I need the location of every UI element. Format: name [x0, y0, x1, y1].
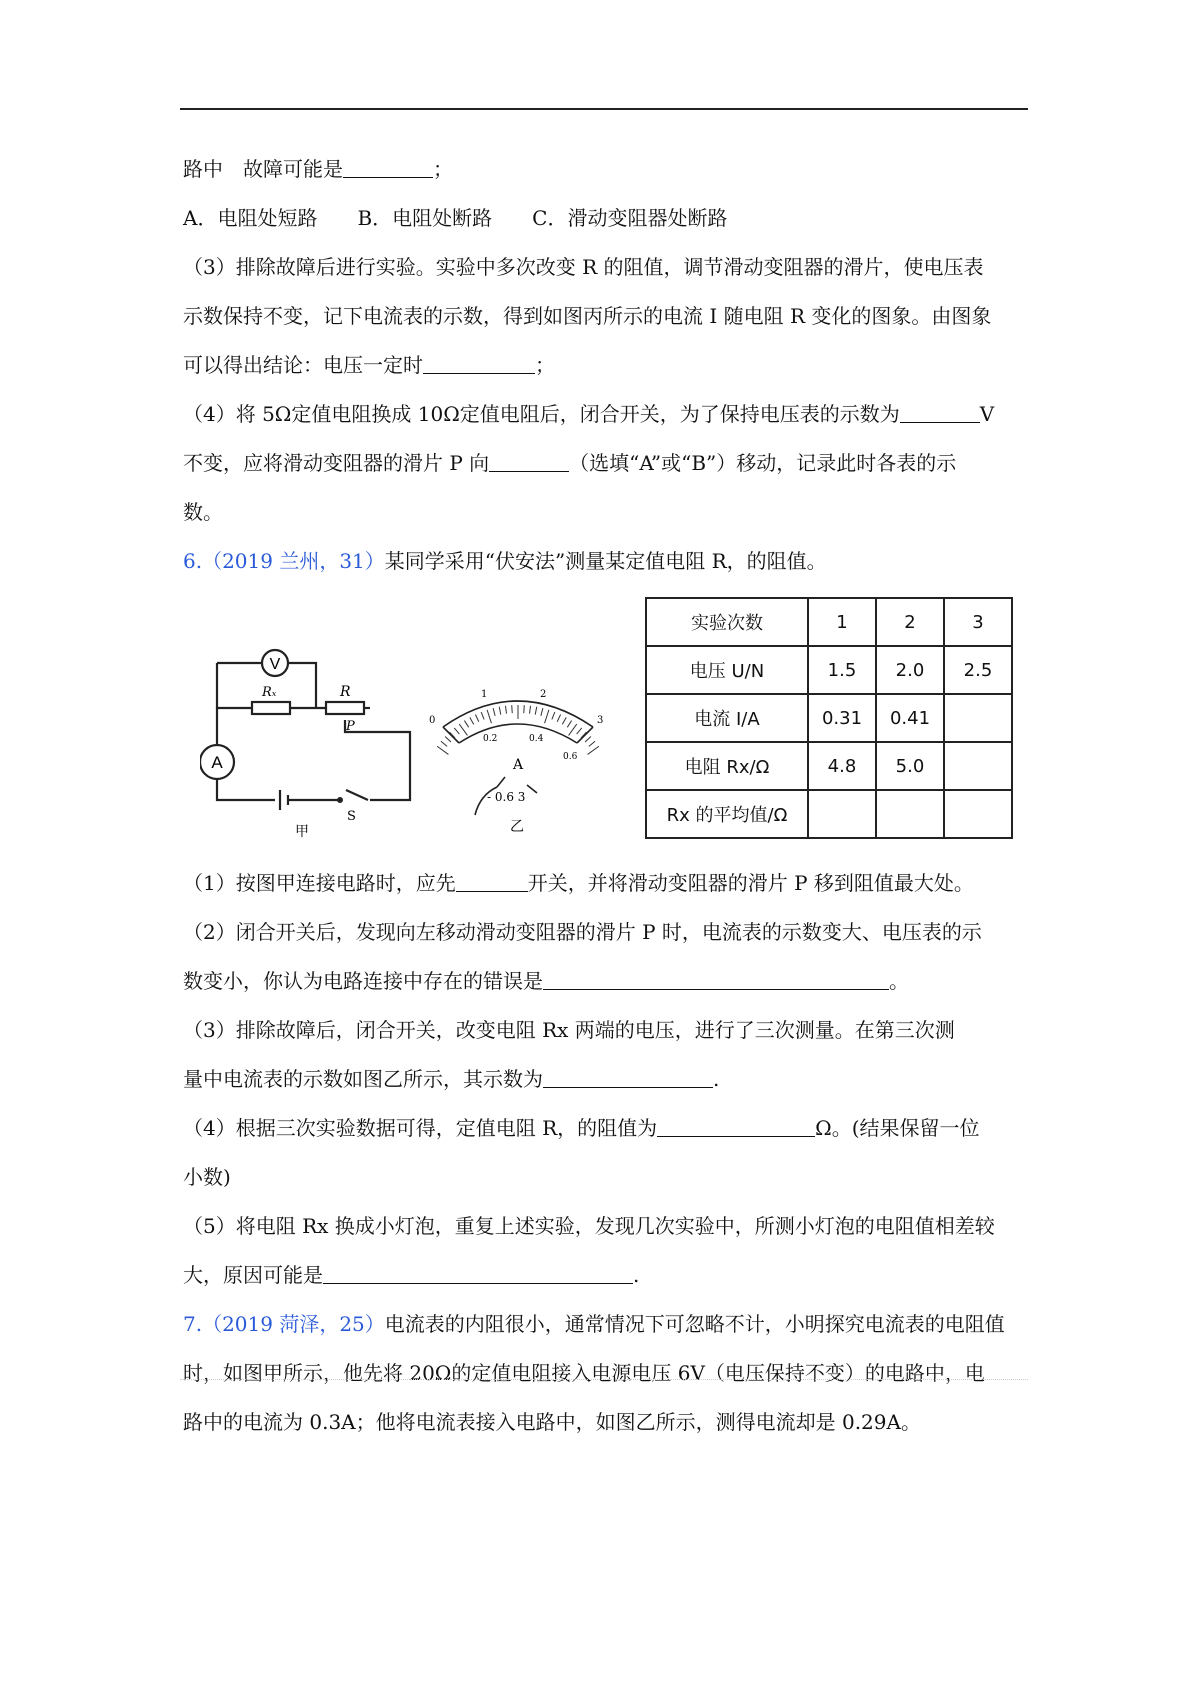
- dial-tick: [493, 708, 495, 716]
- dial-tick: [454, 728, 459, 734]
- dial-tick: [588, 746, 599, 754]
- table-cell[interactable]: [876, 790, 944, 838]
- tick-label: 0.6: [563, 752, 578, 762]
- answer-blank[interactable]: [657, 1118, 815, 1137]
- dial-tick: [567, 721, 571, 728]
- question-source: 7.（2019 菏泽，25）: [183, 1312, 385, 1336]
- dial-tick: [487, 710, 491, 723]
- answer-blank[interactable]: [343, 159, 433, 178]
- dial-tick: [585, 737, 591, 742]
- dial-tick: [577, 728, 582, 734]
- table-cell[interactable]: [808, 790, 876, 838]
- table-row: [646, 790, 1012, 838]
- figure-label-yi: 乙: [510, 819, 524, 835]
- dial-tick: [481, 712, 484, 719]
- table-cell[interactable]: [944, 742, 1012, 790]
- dial-tick: [535, 707, 536, 715]
- table-cell: 1.5: [808, 646, 876, 694]
- question-line: 数。: [183, 500, 223, 524]
- voltmeter-label: V: [269, 656, 281, 673]
- table-header-cell: 实验次数: [646, 598, 808, 646]
- tick-label: 0.4: [529, 734, 544, 744]
- dial-tick: [475, 715, 478, 722]
- question-line: （5）将电阻 Rx 换成小灯泡，重复上述实验，发现几次实验中，所测小灯泡的电阻值相差较: [183, 1214, 995, 1238]
- dial-tick: [512, 705, 513, 713]
- question-line: 小数): [183, 1165, 231, 1189]
- tick-label: 2: [540, 689, 547, 700]
- dial-tick: [589, 741, 595, 746]
- dial-tick: [562, 717, 566, 724]
- dial-tick: [552, 712, 555, 719]
- dial-tick: [545, 710, 549, 723]
- dial-tick: [499, 707, 500, 715]
- question-line: （3）排除故障后，闭合开关，改变电阻 Rx 两端的电压，进行了三次测量。在第三次测: [183, 1018, 955, 1042]
- question-line: （1）按图甲连接电路时，应先 开关，并将滑动变阻器的滑片 P 移到阻值最大处。: [183, 871, 974, 895]
- answer-blank[interactable]: [489, 453, 569, 472]
- dial-tick: [557, 715, 560, 722]
- table-cell[interactable]: [944, 790, 1012, 838]
- answer-blank[interactable]: [543, 971, 889, 990]
- dial-tick: [541, 708, 543, 716]
- table-cell: 5.0: [876, 742, 944, 790]
- table-cell: 4.8: [808, 742, 876, 790]
- ammeter-label: A: [211, 753, 223, 772]
- question-line: 路中 故障可能是 ；: [183, 157, 453, 181]
- terminal-labels: - 0.6 3: [487, 790, 526, 804]
- table-header-cell: 3: [944, 598, 1012, 646]
- table-row: [646, 694, 1012, 742]
- question-source: 6.（2019 兰州，31）: [183, 549, 385, 573]
- tick-label: 0: [429, 715, 436, 726]
- r-label: R: [340, 684, 351, 700]
- dial-ticks: [437, 705, 599, 754]
- dial-tick: [464, 721, 468, 728]
- table-cell: 电压 U/N: [646, 646, 808, 694]
- switch-label: S: [347, 809, 356, 824]
- data-table: [645, 597, 1013, 839]
- table-cell: 0.41: [876, 694, 944, 742]
- table-cell: 2.0: [876, 646, 944, 694]
- answer-blank[interactable]: [323, 1265, 633, 1284]
- table-header-cell: 1: [808, 598, 876, 646]
- p-label: P: [346, 719, 355, 734]
- option-line: A．电阻处短路 B．电阻处断路 C．滑动变阻器处断路: [183, 206, 728, 230]
- page-break-dotted: [180, 1379, 1028, 1380]
- question-line: （4）根据三次实验数据可得，定值电阻 R，的阻值为 Ω。(结果保留一位: [183, 1116, 980, 1140]
- table-cell: 0.31: [808, 694, 876, 742]
- question-line: 可以得出结论：电压一定时 ；: [183, 353, 555, 377]
- question-title: 7.（2019 菏泽，25）电流表的内阻很小，通常情况下可忽略不计，小明探究电流表的电阻值: [183, 1312, 1005, 1336]
- dial-tick: [524, 705, 525, 713]
- table-cell: 2.5: [944, 646, 1012, 694]
- dial-tick: [470, 717, 474, 724]
- figure-label-jia: 甲: [295, 824, 309, 840]
- tick-label: 0.2: [483, 734, 498, 744]
- table-cell: 电阻 Rx/Ω: [646, 742, 808, 790]
- dial-tick: [437, 746, 448, 754]
- table-header-cell: 2: [876, 598, 944, 646]
- tick-label: 3: [597, 715, 604, 726]
- answer-blank[interactable]: [543, 1069, 713, 1088]
- dial-tick: [441, 741, 447, 746]
- answer-blank[interactable]: [900, 404, 980, 423]
- answer-blank[interactable]: [456, 873, 528, 892]
- dial-unit-label: A: [513, 757, 524, 773]
- answer-blank[interactable]: [423, 355, 535, 374]
- question-line: 大，原因可能是 .: [183, 1263, 640, 1287]
- rx-label: Rₓ: [262, 685, 277, 700]
- table-cell: Rx 的平均值/Ω: [646, 790, 808, 838]
- question-line: 数变小，你认为电路连接中存在的错误是 。: [183, 969, 909, 993]
- dial-tick: [459, 724, 467, 735]
- question-line: 示数保持不变，记下电流表的示数，得到如图丙所示的电流 I 随电阻 R 变化的图象。由图象: [183, 304, 992, 328]
- dial-tick: [505, 706, 506, 714]
- header-rule: [180, 108, 1028, 110]
- question-line: 量中电流表的示数如图乙所示，其示数为 .: [183, 1067, 720, 1091]
- ammeter-dial-yi: [425, 685, 610, 835]
- question-line: （3）排除故障后进行实验。实验中多次改变 R 的阻值，调节滑动变阻器的滑片，使电压表: [183, 255, 984, 279]
- dial-tick: [445, 737, 451, 742]
- question-line: 路中的电流为 0.3A；他将电流表接入电路中，如图乙所示，测得电流却是 0.29A。: [183, 1410, 921, 1434]
- question-line: （2）闭合开关后，发现向左移动滑动变阻器的滑片 P 时，电流表的示数变大、电压表的示: [183, 920, 982, 944]
- dial-tick: [569, 724, 577, 735]
- table-header-row: [646, 598, 1012, 646]
- table-cell: 电流 I/A: [646, 694, 808, 742]
- question-line: 时，如图甲所示，他先将 20Ω的定值电阻接入电源电压 6V（电压保持不变）的电路中，电: [183, 1361, 985, 1385]
- question-line: （4）将 5Ω定值电阻换成 10Ω定值电阻后，闭合开关，为了保持电压表的示数为 V: [183, 402, 995, 426]
- dial-tick: [530, 706, 531, 714]
- table-row: [646, 742, 1012, 790]
- question-line: 不变，应将滑动变阻器的滑片 P 向 （选填“A”或“B”）移动，记录此时各表的示: [183, 451, 957, 475]
- table-cell[interactable]: [944, 694, 1012, 742]
- tick-label: 1: [481, 689, 488, 700]
- question-title: 6.（2019 兰州，31）某同学采用“伏安法”测量某定值电阻 R，的阻值。: [183, 549, 827, 573]
- circuit-diagram-jia: [200, 640, 430, 840]
- table-row: [646, 646, 1012, 694]
